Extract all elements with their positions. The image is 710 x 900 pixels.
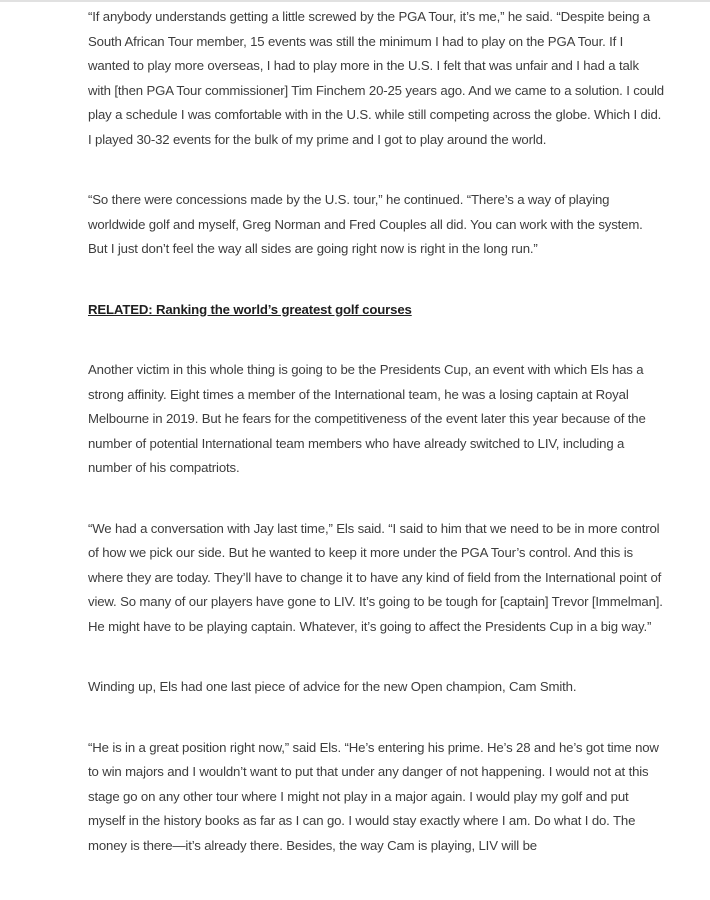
article-paragraph: “If anybody understands getting a little screwed by the PGA Tour, it’s me,” he said. “Despite being a South African Tour member, 15 events was still the minimum I had to play on the PGA Tour. If I wanted to play more overseas, I had to play more in the U.S. I felt that was unfair and I had a talk with [then PGA Tour commissioner] Tim Finchem 20-25 years ago. And we came to a solution. I could play a schedule I was comfortable with in the U.S. while still competing across the globe. Which I did. I played 30-32 events for the bulk of my prime and I got to play around the world.: [88, 9, 664, 147]
article-body: [88, 5, 664, 894]
article-paragraph: “So there were concessions made by the U.S. tour,” he continued. “There’s a way of playing worldwide golf and myself, Greg Norman and Fred Couples all did. You can work with the system. But I just don’t feel the way all sides are going right now is right in the long run.”: [88, 192, 643, 256]
article-paragraph: Winding up, Els had one last piece of advice for the new Open champion, Cam Smith.: [88, 679, 577, 694]
article-paragraph: “We had a conversation with Jay last time,” Els said. “I said to him that we need to be in more control of how we pick our side. But he wanted to keep it more under the PGA Tour’s control. And this is where they are today. They’ll have to change it to have any kind of field from the International point of view. So many of our players have gone to LIV. It’s going to be tough for [captain] Trevor [Immelman]. He might have to be playing captain. Whatever, it’s going to affect the Presidents Cup in a big way.”: [88, 520, 663, 634]
related-link[interactable]: RELATED: Ranking the world’s greatest golf courses: [88, 301, 412, 317]
related-link-row: [88, 298, 664, 323]
article-paragraph: “He is in a great position right now,” said Els. “He’s entering his prime. He’s 28 and he’s got time now to win majors and I wouldn’t want to put that under any danger of not happening. I would not at this stage go on any other tour where I might not play in a major again. I would play my golf and put myself in the history books as far as I can go. I would stay exactly where I am. Do what I do. The money is there—it’s already there. Besides, the way Cam is playing, LIV will be: [88, 739, 659, 853]
top-divider: [0, 0, 710, 2]
article-paragraph: Another victim in this whole thing is going to be the Presidents Cup, an event with which Els has a strong affinity. Eight times a member of the International team, he was a losing captain at Royal Melbourne in 2019. But he fears for the competitiveness of the event later this year because of the number of potential International team members who have already switched to LIV, including a number of his compatriots.: [88, 362, 646, 475]
